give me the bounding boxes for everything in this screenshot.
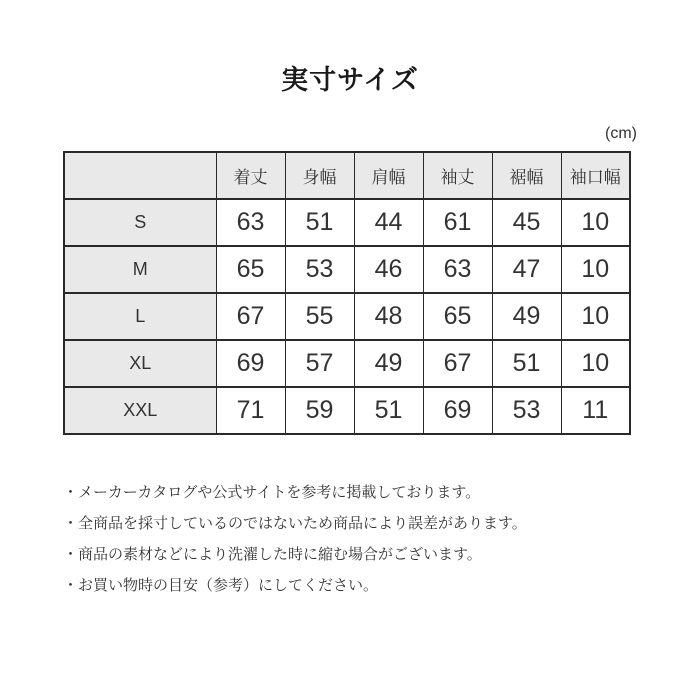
table-cell: 11 <box>561 387 630 434</box>
table-cell: 10 <box>561 293 630 340</box>
table-cell: 51 <box>285 199 354 246</box>
column-header-sodeguchihaba: 袖口幅 <box>561 152 630 199</box>
table-cell: 61 <box>423 199 492 246</box>
table-cell: 65 <box>423 293 492 340</box>
table-cell: 10 <box>561 246 630 293</box>
column-header-sodetake: 袖丈 <box>423 152 492 199</box>
table-cell: 63 <box>216 199 285 246</box>
column-header-susohaba: 裾幅 <box>492 152 561 199</box>
page-title: 実寸サイズ <box>281 65 419 95</box>
table-cell: 59 <box>285 387 354 434</box>
table-cell: 51 <box>492 340 561 387</box>
table-cell: 48 <box>354 293 423 340</box>
table-cell: 47 <box>492 246 561 293</box>
note-line: ・メーカーカタログや公式サイトを参考に掲載しております。 <box>63 484 481 501</box>
table-cell: 49 <box>354 340 423 387</box>
table-cell: 69 <box>423 387 492 434</box>
notes-section <box>63 477 527 601</box>
note-line: ・商品の素材などにより洗濯した時に縮む場合がございます。 <box>63 546 482 563</box>
table-cell: 49 <box>492 293 561 340</box>
table-cell: 53 <box>285 246 354 293</box>
size-label: XXL <box>64 387 216 434</box>
size-label: S <box>64 199 216 246</box>
table-cell: 67 <box>423 340 492 387</box>
table-cell: 57 <box>285 340 354 387</box>
table-row-l <box>64 293 630 340</box>
column-header-mihaba: 身幅 <box>285 152 354 199</box>
table-cell: 63 <box>423 246 492 293</box>
table-row-xl <box>64 340 630 387</box>
table-cell: 65 <box>216 246 285 293</box>
column-header-chakutake: 着丈 <box>216 152 285 199</box>
column-header-katahaba: 肩幅 <box>354 152 423 199</box>
table-row-xxl <box>64 387 630 434</box>
table-cell: 53 <box>492 387 561 434</box>
table-row-s <box>64 199 630 246</box>
table-cell: 51 <box>354 387 423 434</box>
table-cell: 46 <box>354 246 423 293</box>
table-header-row <box>64 152 630 199</box>
note-line: ・全商品を採寸しているのではないため商品により誤差があります。 <box>63 515 527 532</box>
size-table <box>63 151 631 435</box>
table-cell: 45 <box>492 199 561 246</box>
table-cell: 10 <box>561 199 630 246</box>
table-row-m <box>64 246 630 293</box>
table-cell: 69 <box>216 340 285 387</box>
size-label: L <box>64 293 216 340</box>
unit-label: (cm) <box>605 125 637 142</box>
table-cell: 44 <box>354 199 423 246</box>
size-label: XL <box>64 340 216 387</box>
note-line: ・お買い物時の目安（参考）にしてください。 <box>63 577 379 594</box>
table-cell: 67 <box>216 293 285 340</box>
table-cell: 10 <box>561 340 630 387</box>
size-label: M <box>64 246 216 293</box>
table-cell: 71 <box>216 387 285 434</box>
corner-cell <box>64 152 216 199</box>
table-cell: 55 <box>285 293 354 340</box>
